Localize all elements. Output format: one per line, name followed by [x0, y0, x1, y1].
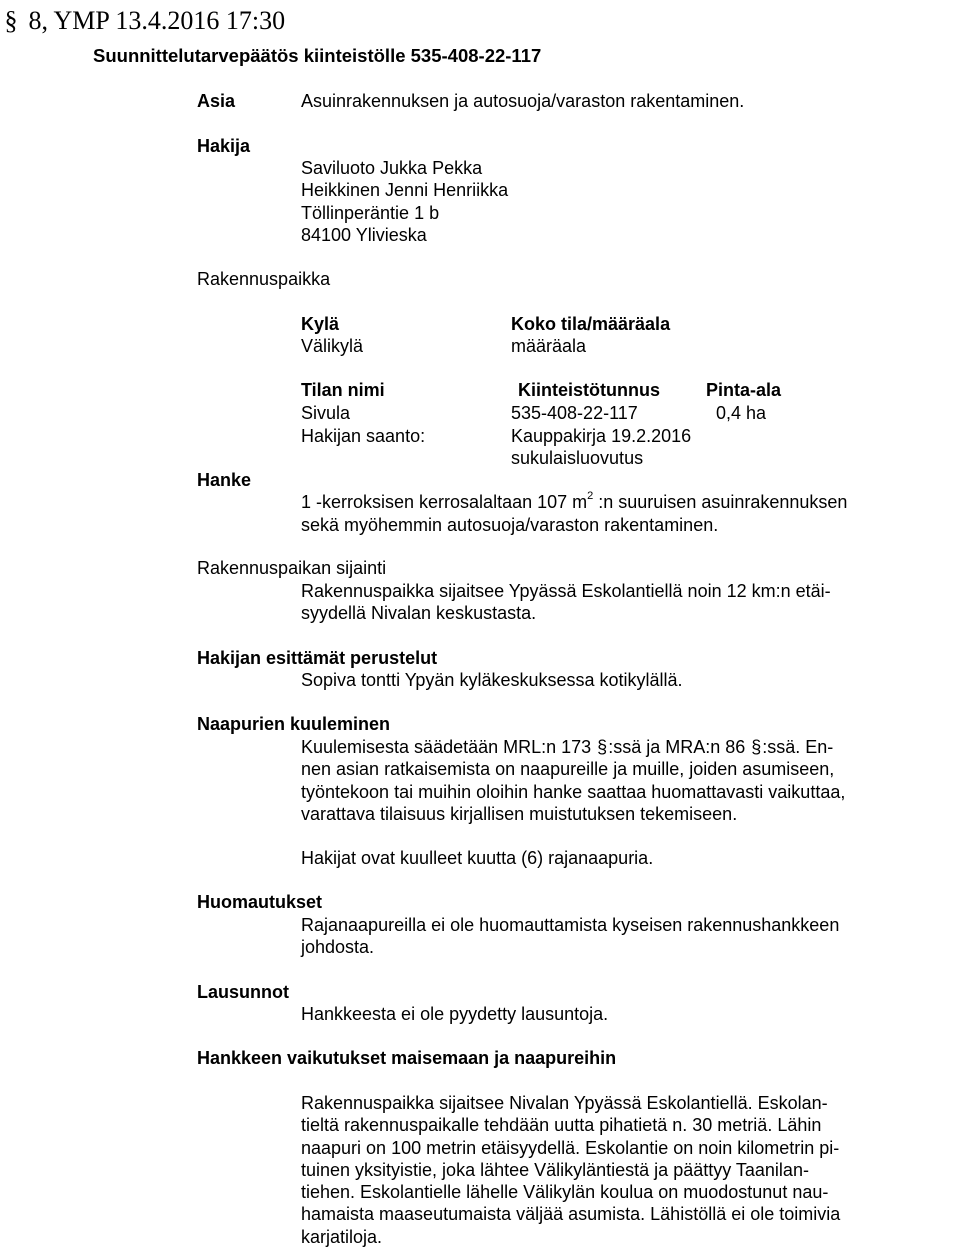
section-sign-icon: § [751, 737, 762, 757]
naapurien-text [301, 736, 845, 825]
lausunnot-text: Hankkeesta ei ole pyydetty lausuntoja. [301, 1004, 609, 1024]
koko-value: määräala [511, 336, 587, 356]
hanke-line-2: sekä myöhemmin autosuoja/varaston rakentaminen. [301, 515, 719, 535]
pinta-ala-value: 0,4 ha [716, 403, 767, 423]
hakija-label: Hakija [197, 136, 251, 156]
tilan-nimi-value: Sivula [301, 403, 351, 423]
saanto-value: Kauppakirja 19.2.2016 [511, 426, 692, 446]
section-symbol: § [4, 6, 18, 35]
paragraph-line: tuinen yksityistie, joka lähtee Välikyläntiestä ja päättyy Taanilan- [301, 1159, 809, 1180]
paragraph-line: naapuri on 100 metrin etäisyydellä. Eskolantie on noin kilometrin pi- [301, 1137, 840, 1158]
asia-label: Asia [197, 91, 236, 111]
paragraph-line: Rakennuspaikka sijaitsee Ypyässä Eskolantiellä noin 12 km:n etäi- [301, 581, 831, 601]
paragraph-segment: :ssä ja MRA:n 86 [608, 737, 751, 757]
paragraph-segment: Kuulemisesta säädetään MRL:n 173 [301, 737, 597, 757]
sijainti-text [301, 580, 831, 625]
paragraph-line: johdosta. [301, 937, 375, 958]
hakija-line: Heikkinen Jenni Henriikka [301, 180, 509, 201]
hanke-text: 1 -kerroksisen kerrosalaltaan 107 m [301, 492, 588, 512]
saanto-label: Hakijan saanto: [301, 426, 426, 446]
paragraph-segment: :ssä. En- [762, 737, 834, 757]
paragraph-line: Rakennuspaikka sijaitsee Nivalan Ypyässä Eskolantiellä. Eskolan- [301, 1093, 828, 1113]
vaikutukset-text [301, 1092, 840, 1248]
hanke-label: Hanke [197, 470, 252, 490]
hakija-line: Saviluoto Jukka Pekka [301, 158, 483, 178]
document-title: Suunnittelutarvepäätös kiinteistölle 535-408-22-117 [93, 45, 542, 66]
perustelut-text: Sopiva tontti Ypyän kyläkeskuksessa kotikylällä. [301, 670, 683, 690]
sijainti-heading: Rakennuspaikan sijainti [197, 558, 387, 578]
naapurien-heading: Naapurien kuuleminen [197, 714, 391, 734]
koko-header: Koko tila/määräala [511, 314, 671, 334]
paragraph-line: hamaista maaseutumaista väljää asumista. Lähistöllä ei ole toimivia [301, 1204, 841, 1225]
kyla-header: Kylä [301, 314, 340, 334]
paragraph-line: Rajanaapureilla ei ole huomauttamista kyseisen rakennushankkeen [301, 915, 840, 935]
huomautukset-heading: Huomautukset [197, 892, 323, 912]
superscript-2: 2 [587, 490, 594, 502]
huomautukset-text [301, 914, 839, 959]
pinta-ala-header: Pinta-ala [706, 380, 782, 400]
vaikutukset-heading: Hankkeen vaikutukset maisemaan ja naapureihin [197, 1048, 617, 1068]
hanke-text: :n suuruisen asuinrakennuksen [593, 492, 848, 512]
paragraph-line: työntekoon tai muihin oloihin hanke saattaa huomattavasti vaikuttaa, [301, 781, 846, 802]
hakija-line: Töllinperäntie 1 b [301, 202, 440, 223]
paragraph-line: tiehen. Eskolantielle lähelle Välikylän koulua on muodostunut nau- [301, 1182, 829, 1203]
paragraph-line: tieltä rakennuspaikalle tehdään uutta pihatietä n. 30 metriä. Lähin [301, 1115, 822, 1136]
paragraph-line: karjatiloja. [301, 1226, 383, 1247]
paragraph-line: varattava tilaisuus kirjallisen muistutuksen tekemiseen. [301, 803, 738, 824]
perustelut-heading: Hakijan esittämät perustelut [197, 648, 438, 668]
kyla-value: Välikylä [301, 336, 364, 356]
kuulleet-text: Hakijat ovat kuulleet kuutta (6) rajanaapuria. [301, 848, 654, 868]
paragraph-line [301, 736, 845, 758]
hakija-line: 84100 Ylivieska [301, 224, 427, 245]
tilan-nimi-header: Tilan nimi [301, 380, 385, 400]
section-sign-icon: § [597, 737, 608, 757]
meeting-reference: 8, YMP 13.4.2016 17:30 [28, 6, 286, 35]
rakennuspaikka-label: Rakennuspaikka [197, 269, 331, 289]
paragraph-line: syydellä Nivalan keskustasta. [301, 603, 537, 624]
meeting-header [0, 6, 285, 36]
hakija-address [301, 157, 508, 246]
lausunnot-heading: Lausunnot [197, 982, 289, 1002]
kiinteistotunnus-value: 535-408-22-117 [511, 403, 638, 423]
saanto-value-2: sukulaisluovutus [511, 448, 644, 468]
paragraph-line: nen asian ratkaisemista on naapureille ja muille, joiden asumiseen, [301, 759, 835, 780]
kiinteistotunnus-header: Kiinteistötunnus [518, 380, 660, 400]
asia-value: Asuinrakennuksen ja autosuoja/varaston rakentaminen. [301, 91, 745, 111]
hanke-line-1 [301, 491, 847, 513]
